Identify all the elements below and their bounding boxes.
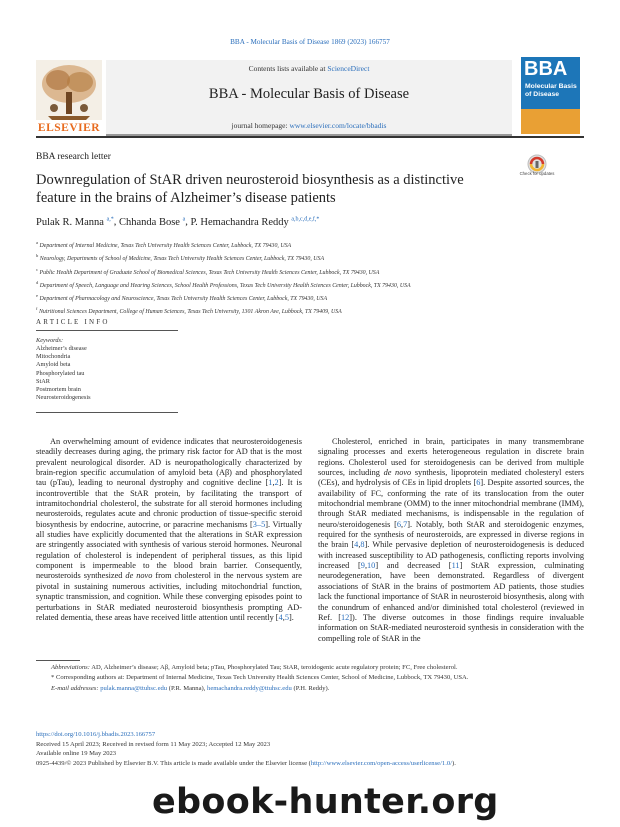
- author-name: P. Hemachandra Reddy: [190, 216, 289, 228]
- affiliation-list: [36, 238, 584, 318]
- keyword-item: Postmortem brain: [36, 386, 81, 394]
- watermark-text: ebook-hunter.org: [152, 782, 499, 822]
- reference-link[interactable]: 6: [476, 478, 481, 488]
- body-text: ,: [358, 540, 361, 550]
- body-text: ].: [288, 612, 294, 622]
- affiliation-text: Department of Internal Medicine, Texas Tech University Health Sciences Center, Lubbock, TX 79430, USA: [39, 242, 292, 249]
- body-text: An overwhelming amount of evidence indicates that neurosteroidogenesis steadily decreases during aging, the primary risk factor for AD that is the most prevalent neurological disorder. AD is neuropathologically characterized by brain-region specific accumulation of amyloid beta (Aβ) and phosphorylated tau (pTau), leading to neuronal dystrophy and cognitive decline [: [36, 437, 302, 488]
- footnotes: [36, 663, 584, 694]
- license-link[interactable]: http://www.elsevier.com/open-access/userlicense/1.0/: [310, 759, 452, 767]
- cover-big-text: BBA: [524, 58, 568, 80]
- homepage-prefix: journal homepage:: [231, 121, 290, 130]
- article-type: BBA research letter: [36, 152, 111, 162]
- article-metadata: [36, 730, 596, 768]
- author-2[interactable]: [119, 217, 185, 228]
- body-text: ,: [282, 612, 285, 622]
- cover-small-text: Molecular Basis of Disease: [525, 83, 577, 98]
- body-text: ] and decreased [: [375, 561, 452, 571]
- homepage-link[interactable]: www.elsevier.com/locate/bbadis: [289, 121, 387, 130]
- reference-link[interactable]: 11: [451, 561, 460, 571]
- reference-link[interactable]: 3–5: [252, 519, 266, 529]
- affiliation-mark: c: [36, 266, 38, 272]
- author-affil-marks[interactable]: a: [182, 216, 186, 222]
- keyword-item: Amyloid beta: [36, 361, 71, 369]
- article-info-heading: ARTICLE INFO: [36, 318, 110, 326]
- author-affil-marks[interactable]: a,*: [106, 216, 114, 222]
- reference-link[interactable]: 12: [341, 612, 350, 622]
- email-link-reddy[interactable]: hemachandra.reddy@ttuhsc.edu: [207, 684, 292, 692]
- cover-band: [521, 109, 580, 134]
- author-1[interactable]: [36, 217, 114, 228]
- doi-link[interactable]: https://doi.org/10.1016/j.bbadis.2023.166757: [36, 731, 156, 738]
- license-prefix: 0925-4439/© 2023 Published by Elsevier B.V. This article is made available under the Elsevier license (: [36, 759, 311, 767]
- body-text: ,: [272, 478, 275, 488]
- reference-link[interactable]: 4: [354, 540, 359, 550]
- article-info-rule-top: [36, 330, 178, 331]
- affiliation-text: Department of Speech, Language and Hearing Sciences, School Health Professions, Texas Tech University Health Sciences Center, Lubbock, TX 79430, USA: [39, 282, 411, 289]
- journal-title: BBA - Molecular Basis of Disease: [208, 86, 410, 102]
- body-text: synthesis, lipoprotein mediated cholesteryl esters (CEs), and hydrolysis of CEs in lipid droplets [: [318, 468, 584, 488]
- journal-homepage: [106, 121, 512, 130]
- footnote-rule: [36, 660, 80, 661]
- keyword-item: Mitochondria: [36, 353, 71, 361]
- body-column-left: [36, 437, 302, 623]
- keyword-item: StAR: [36, 377, 50, 385]
- affiliation-text: Nutritional Sciences Department, College of Human Sciences, Texas Tech University, 1301 Akron Ave, Lubbock, TX 79409, USA: [38, 309, 342, 316]
- keyword-item: Alzheimer’s disease: [36, 345, 87, 352]
- affiliation-item: [36, 291, 584, 304]
- reference-link[interactable]: 9: [360, 561, 365, 571]
- body-text: ]. Virtually all studies have explicitly documented that the alterations in StAR expression are stringently associated with synthesis of various steroid hormones. Neuronal regulation of cholesterol is independent of peripheral tissues, as this lipid component is impermeable to the blood brain barrier. Consequently, neurosteroids synthesized: [36, 519, 302, 581]
- affiliation-text: Neurology, Departments of School of Medicine, Texas Tech University Health Sciences Center, Lubbock, TX 79430, USA: [39, 256, 325, 263]
- corresponding-mark: *: [51, 674, 55, 682]
- keyword-item: Neurosteroidogenesis: [36, 394, 91, 402]
- affiliation-mark: a: [36, 240, 38, 245]
- affiliation-item: [36, 304, 584, 317]
- check-for-updates-label[interactable]: Check for updates: [519, 171, 555, 176]
- body-text: ,: [401, 519, 404, 529]
- citation-link[interactable]: BBA - Molecular Basis of Disease 1869 (2023) 166757: [230, 38, 390, 46]
- body-text: ]. Despite assorted sources, the availability of FC, conforming the rate of its translocation from the outer mitochondrial membrane (OMM) to the inner mitochondrial membrane (IMM), through StAR mediated mechanisms, is indispensable in the regulation of neuro/steroidogenesis [: [318, 478, 584, 529]
- keyword-item: Phosphorylated tau: [36, 369, 85, 377]
- affiliation-item: [36, 238, 584, 251]
- article-title: Downregulation of StAR driven neurosteroid biosynthesis as a distinctive feature in the brains of Alzheimer’s disease patients: [36, 172, 464, 206]
- author-affil-marks[interactable]: a,b,c,d,e,f,*: [291, 216, 320, 222]
- affiliation-text: Department of Pharmacology and Neuroscience, Texas Tech University Health Sciences Center, Lubbock, TX 79430, USA: [39, 296, 328, 303]
- body-column-right: [318, 437, 584, 644]
- email-link-manna[interactable]: pulak.manna@ttuhsc.edu: [100, 684, 168, 692]
- reference-link[interactable]: 10: [367, 561, 376, 571]
- reference-link[interactable]: 4: [278, 612, 283, 622]
- contents-line: [106, 64, 512, 73]
- body-text: Cholesterol, enriched in brain, participates in many transmembrane signaling processes and exerts heterogeneous regulation in discrete brain regions. Cholesterol used for steroidogenesis can be derived from multiple sources, including: [318, 437, 584, 478]
- keywords-label: Keywords:: [36, 337, 64, 344]
- author-3[interactable]: [191, 217, 320, 228]
- affiliation-text: Public Health Department of Graduate School of Biomedical Sciences, Texas Tech University Health Sciences Center, Lubbock, TX 79430, USA: [39, 269, 380, 276]
- author-name: Chhanda Bose: [119, 216, 180, 228]
- header-rule: [36, 136, 584, 138]
- body-text: ]. Notably, both StAR and steroidogenic enzymes, required for the synthesis of neurosteroids, are expressed in diverse regions in the brain [: [318, 519, 584, 550]
- affiliation-item: [36, 265, 584, 278]
- email-label: E-mail addresses:: [51, 684, 99, 692]
- affiliation-item: [36, 251, 584, 264]
- contents-prefix: Contents lists available at: [248, 64, 328, 73]
- affiliation-mark: e: [36, 293, 38, 299]
- body-text: ,: [364, 561, 368, 571]
- sciencedirect-link[interactable]: ScienceDirect: [327, 64, 370, 73]
- body-text: ]. While pervasive depletion of neurosteroidogenesis is deduced with increased susceptibility to AD pathogenesis, conflicting reports involving increased [: [318, 540, 584, 571]
- reference-link[interactable]: 6: [396, 519, 402, 529]
- email-footnote: [36, 684, 584, 694]
- italic-term: de novo: [383, 468, 412, 478]
- abbreviations-footnote: [36, 663, 584, 673]
- body-text: from cholesterol in the nervous system are pivotal in sustaining numerous activities, including mitochondrial function, synaptic transmission, and cognition. While these converging episodes point to perturbations in StAR mediated neurosteroid biosynthesis prompting AD-related dementia, these areas have received little attention until recently [: [36, 571, 302, 622]
- check-for-updates-icon[interactable]: [521, 154, 553, 182]
- publisher-name: ELSEVIER: [37, 122, 101, 134]
- article-info-rule-bottom: [36, 412, 178, 413]
- author-name: Pulak R. Manna: [36, 216, 104, 228]
- abbreviations-text: AD, Alzheimer’s disease; Aβ, Amyloid beta; pTau, Phosphorylated Tau; StAR, teroidogenic acute regulatory protein; FC, Free cholesterol.: [89, 664, 458, 671]
- affiliation-item: [36, 278, 584, 291]
- corresponding-text: Corresponding authors at: Department of Internal Medicine, Texas Tech University Health Sciences Center, School of Medicine, Lubbock, TX 79430, USA.: [54, 674, 469, 682]
- keyword-list: [36, 345, 91, 402]
- corresponding-footnote: [36, 673, 584, 683]
- affiliation-mark: f: [36, 306, 38, 312]
- reference-link[interactable]: 7: [403, 519, 408, 529]
- body-text: ] StAR expression, culminating neurodegeneration, have been demonstrated. Regardless of divergent associations of StAR in the brains of postmortem AD patients, those studies lack the functional importance of StAR in neurosteroid biosynthesis, along with the conundrum of enhanced and/or diminished total cholesterol (reviewed in Ref. [: [318, 561, 584, 622]
- italic-term: de novo: [125, 571, 153, 581]
- received-dates: Received 15 April 2023; Received in revised form 11 May 2023; Accepted 12 May 2023: [36, 740, 271, 748]
- reference-link[interactable]: 2: [274, 478, 279, 488]
- license-suffix: ).: [452, 759, 456, 767]
- email-owner: (P.H. Reddy).: [291, 684, 330, 692]
- abbreviations-label: Abbreviations:: [51, 664, 90, 671]
- reference-link[interactable]: 5: [284, 612, 289, 622]
- license-line: [36, 759, 596, 769]
- reference-link[interactable]: 1: [268, 478, 273, 488]
- reference-link[interactable]: 8: [360, 540, 365, 550]
- body-text: ]. It is incontrovertible that the StAR protein, by facilitating the transport of intramitochondrial cholesterol, the substrate for all steroid hormones including neurosteroids, regulates acute and chronic production of tissue-specific steroid biosynthesis by endocrine, autocrine, or paracrine mechanisms [: [36, 478, 302, 529]
- journal-cover-thumbnail[interactable]: [521, 57, 580, 134]
- affiliation-mark: b: [36, 253, 39, 259]
- affiliation-mark: d: [36, 279, 39, 285]
- author-list: Pulak R. Manna $^{a,*}$, Chhanda Bose $^a$, P. Hemachandra Reddy $^{a,b,c,d,e,f,*}$: [36, 216, 320, 228]
- email-owner: (P.R. Manna),: [167, 684, 208, 692]
- body-text: ]). The diverse outcomes in those findings require invaluable information on StAR-mediated neurosteroid synthesis in consideration with the compelling role of StAR in the: [318, 612, 584, 643]
- available-online: Available online 19 May 2023: [36, 750, 117, 757]
